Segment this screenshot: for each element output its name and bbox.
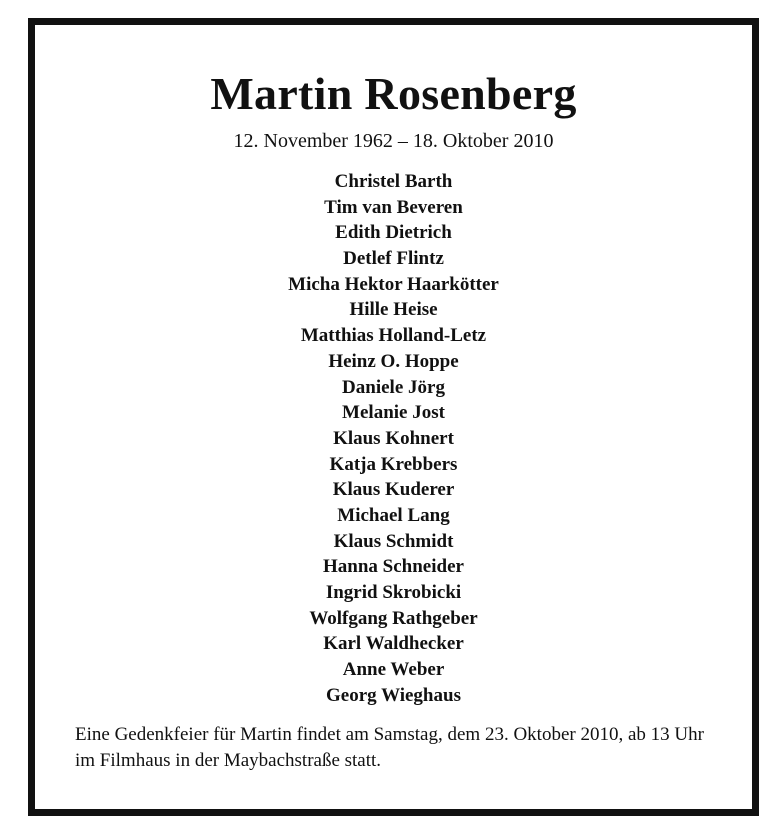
mourner-name: Daniele Jörg (342, 376, 445, 398)
mourner-name: Detlef Flintz (343, 248, 444, 270)
mourner-name: Christel Barth (334, 171, 453, 192)
mourner-name: Karl Waldhecker (323, 633, 464, 655)
mourner-name: Matthias Holland-Letz (300, 325, 487, 347)
mourner-name: Hille Heise (349, 299, 438, 321)
memorial-notice: Eine Gedenkfeier für Martin findet am Samstag, dem 23. Oktober 2010, ab 13 Uhr im Filmhaus in der Maybachstraße statt. (75, 724, 704, 771)
deceased-name: Martin Rosenberg (210, 68, 577, 119)
mourner-name: Klaus Kohnert (333, 427, 454, 449)
mourner-list (35, 169, 752, 708)
mourner-name: Klaus Kuderer (332, 479, 455, 501)
mourner-name: Wolfgang Rathgeber (309, 607, 478, 629)
mourner-name: Hanna Schneider (323, 556, 464, 578)
mourner-name: Ingrid Skrobicki (325, 582, 462, 603)
mourner-name: Anne Weber (342, 659, 445, 681)
mourner-name: Heinz O. Hoppe (328, 350, 459, 372)
mourner-name: Edith Dietrich (335, 222, 452, 244)
mourner-name: Katja Krebbers (329, 453, 458, 475)
mourner-name: Georg Wieghaus (326, 684, 461, 706)
mourner-name: Tim van Beveren (324, 196, 463, 218)
mourner-name: Micha Hektor Haarkötter (288, 273, 499, 295)
life-dates: 12. November 1962 – 18. Oktober 2010 (233, 130, 554, 152)
obituary-frame (28, 18, 759, 816)
mourner-name: Klaus Schmidt (333, 530, 454, 552)
mourner-name: Michael Lang (337, 504, 450, 526)
mourner-name: Melanie Jost (342, 402, 445, 424)
